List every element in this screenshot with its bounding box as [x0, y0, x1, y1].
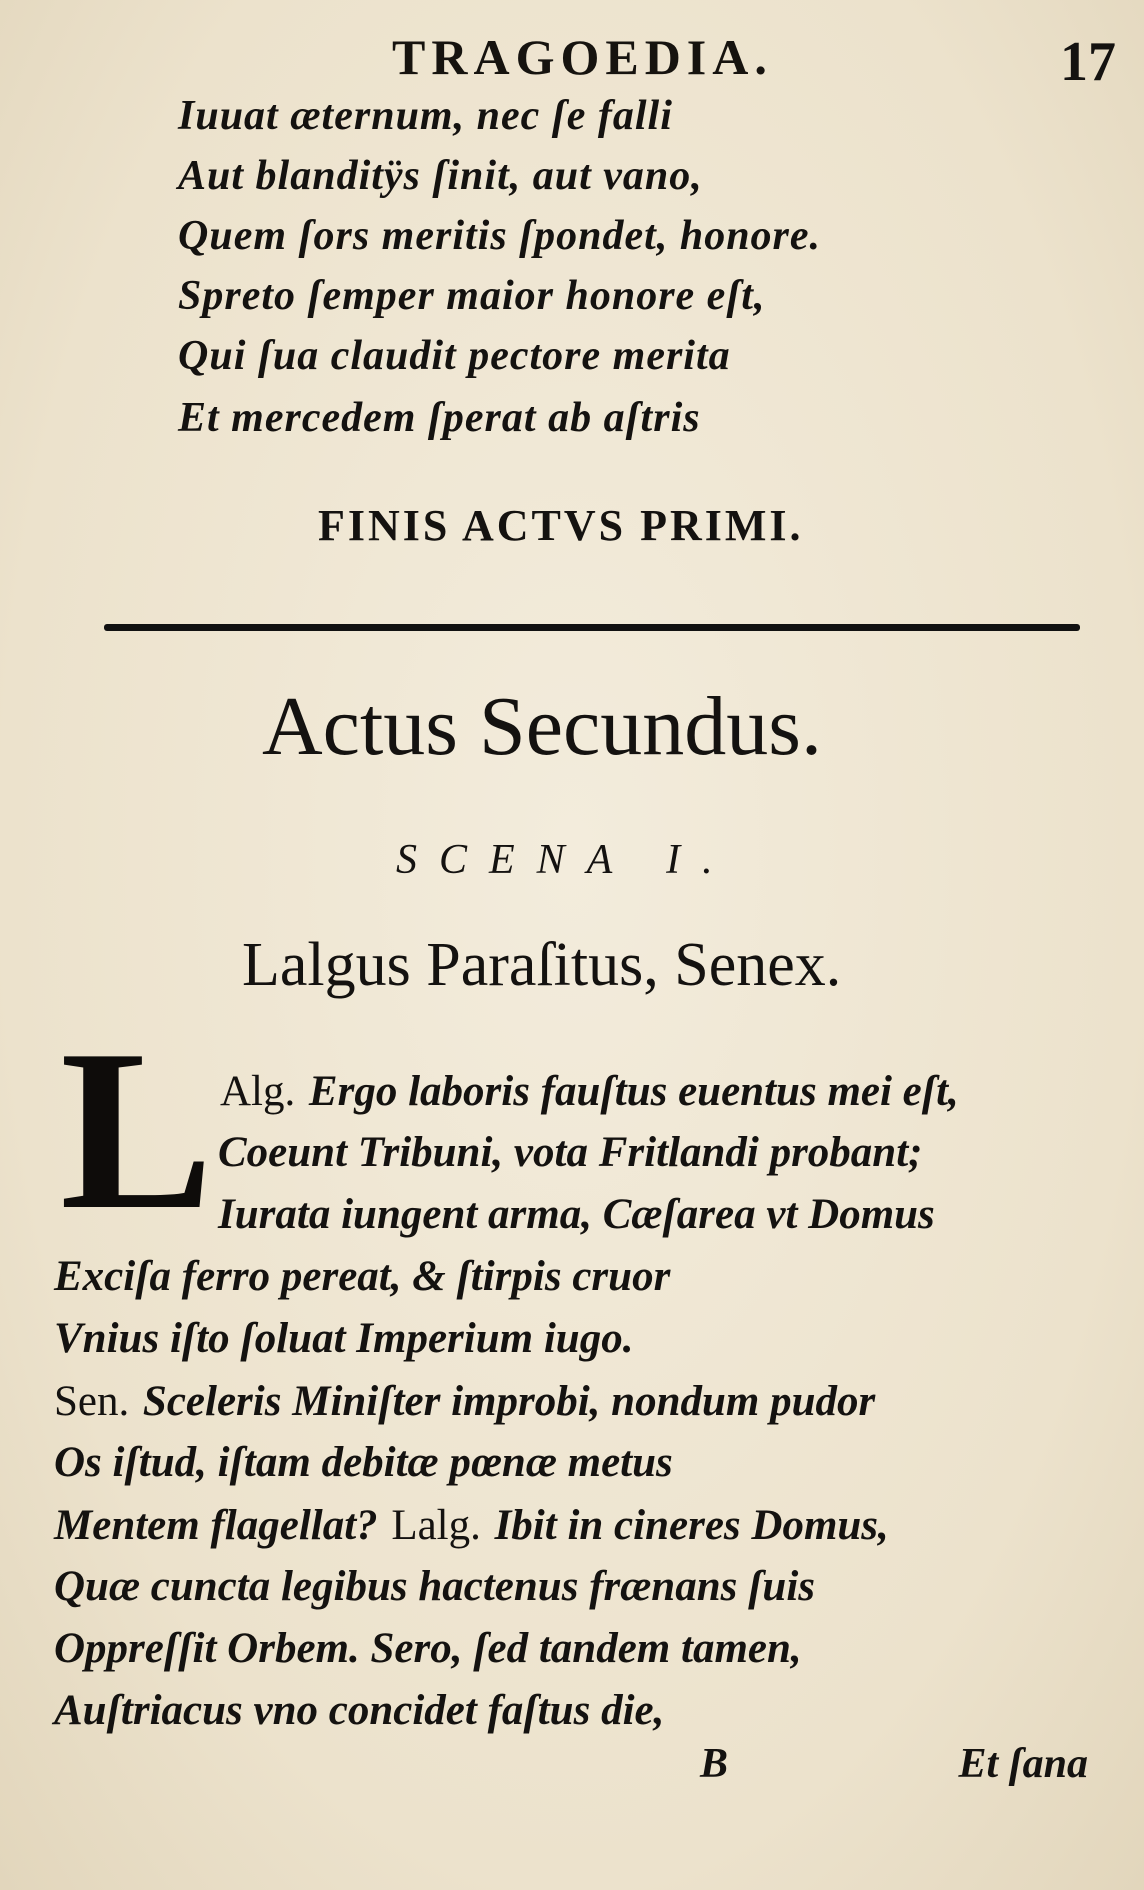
dialogue-text: Ibit in cineres Domus, — [494, 1502, 889, 1549]
page-number: 17 — [1060, 31, 1116, 93]
horizontal-rule — [104, 624, 1080, 631]
dialogue-line: Coeunt Tribuni, vota Fritlandi probant; — [218, 1129, 923, 1176]
speaker-label: Lalg. — [391, 1502, 481, 1549]
dialogue-text: Ergo laboris fauſtus euentus mei eſt, — [308, 1068, 959, 1115]
verse-line: Spreto ſemper maior honore eſt, — [178, 273, 766, 319]
dialogue-line: Exciſa ferro pereat, & ſtirpis cruor — [54, 1253, 671, 1300]
dialogue-text: Mentem flagellat? — [54, 1502, 378, 1549]
verse-line: Quem ſors meritis ſpondet, honore. — [178, 213, 822, 259]
dialogue-line: Auſtriacus vno concidet faſtus die, — [54, 1687, 665, 1734]
dialogue-text: Sceleris Miniſter improbi, nondum pudor — [142, 1378, 876, 1425]
dialogue-line: Oppreſſit Orbem. Sero, ſed tandem tamen, — [54, 1625, 802, 1672]
dialogue-line — [54, 1500, 1054, 1558]
scene-heading: SCENA I. — [396, 837, 735, 883]
dialogue-line: Iurata iungent arma, Cæſarea vt Domus — [218, 1191, 935, 1238]
speaker-label: Alg. — [220, 1068, 296, 1115]
verse-line: Qui ſua claudit pectore merita — [178, 333, 731, 379]
dialogue-line: Os iſtud, iſtam debitæ pœnæ metus — [54, 1439, 673, 1486]
dialogue-line: Vnius iſto ſoluat Imperium iugo. — [54, 1315, 634, 1362]
signature-mark: B — [700, 1741, 729, 1787]
dialogue-line — [220, 1066, 1144, 1124]
catchword: Et ſana — [958, 1741, 1088, 1787]
verse-line: Aut blanditÿs ſinit, aut vano, — [178, 153, 703, 199]
character-list: Lalgus Paraſitus, Senex. — [242, 931, 842, 999]
drop-cap: L — [60, 1002, 214, 1257]
dialogue-line: Quæ cuncta legibus hactenus frænans ſuis — [54, 1563, 816, 1610]
verse-line: Et mercedem ſperat ab aſtris — [178, 395, 701, 441]
verse-line: Iuuat æternum, nec ſe falli — [178, 93, 673, 139]
act-end-heading: FINIS ACTVS PRIMI. — [318, 501, 804, 550]
act-heading: Actus Secundus. — [262, 680, 822, 773]
dialogue-line — [54, 1376, 1054, 1434]
speaker-label: Sen. — [54, 1378, 130, 1425]
running-title: TRAGOEDIA. — [392, 29, 773, 85]
